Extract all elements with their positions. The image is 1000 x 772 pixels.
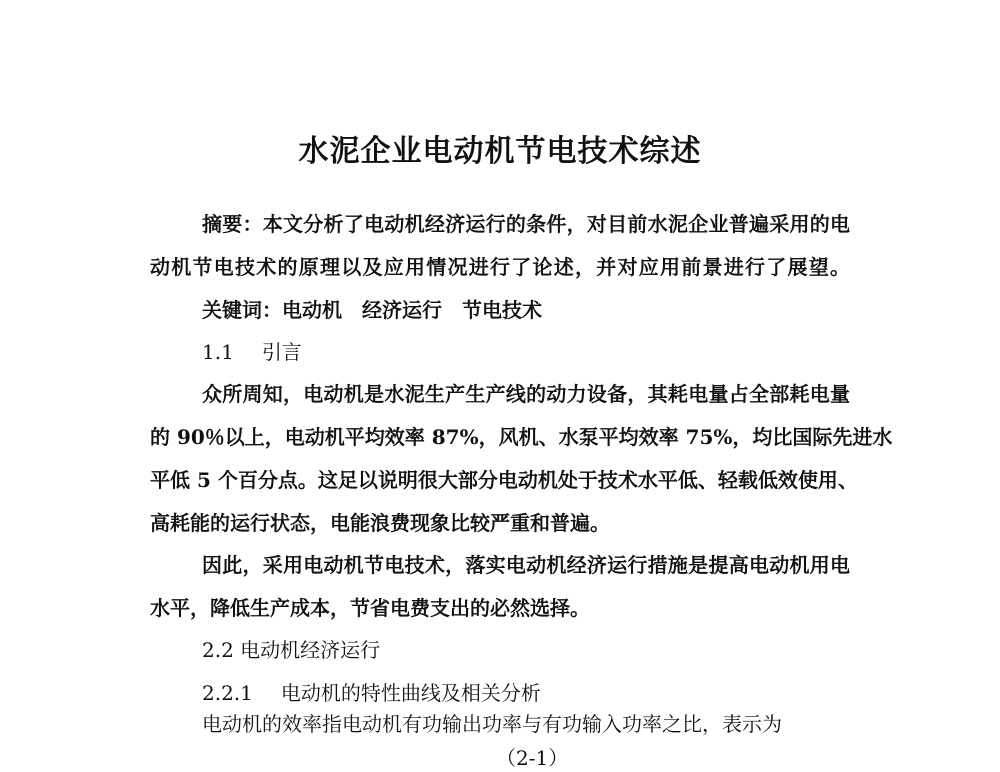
keyword-item: 节电技术	[462, 298, 542, 322]
section-heading-2-2: 2.2 电动机经济运行	[202, 638, 381, 662]
section-title: 电动机的特性曲线及相关分析	[280, 681, 541, 705]
document-title: 水泥企业电动机节电技术综述	[298, 134, 702, 169]
section-heading-1-1	[202, 338, 302, 366]
paragraph-2-line-2: 水平，降低生产成本，节省电费支出的必然选择。	[150, 596, 590, 620]
section-number: 2.2.1	[202, 681, 253, 705]
formula-label: （2-1）	[496, 746, 569, 770]
paragraph-2-line-1: 因此，采用电动机节电技术，落实电动机经济运行措施是提高电动机用电	[202, 553, 850, 577]
abstract-line-2: 动机节电技术的原理以及应用情况进行了论述，并对应用前景进行了展望。	[150, 255, 850, 279]
keyword-item: 电动机	[282, 298, 342, 322]
section-heading-2-2-1	[202, 679, 541, 707]
section-title: 引言	[261, 340, 302, 364]
paragraph-1-line-2: 的 90％以上，电动机平均效率 87%，风机、水泵平均效率 75%，均比国际先进水	[150, 425, 893, 449]
paragraph-1-line-3: 平低 5 个百分点。这足以说明很大部分电动机处于技术水平低、轻载低效使用、	[150, 468, 858, 492]
paragraph-1-line-4: 高耗能的运行状态，电能浪费现象比较严重和普遍。	[150, 511, 610, 535]
keyword-item: 经济运行	[362, 298, 442, 322]
keywords-label: 关键词：	[202, 298, 282, 322]
keywords-line	[202, 296, 542, 324]
paragraph-3-line-1: 电动机的效率指电动机有功输出功率与有功输入功率之比，表示为	[202, 712, 782, 736]
paragraph-1-line-1: 众所周知，电动机是水泥生产生产线的动力设备，其耗电量占全部耗电量	[202, 382, 850, 406]
abstract-line-1: 摘要：本文分析了电动机经济运行的条件，对目前水泥企业普遍采用的电	[202, 212, 850, 236]
section-number: 1.1	[202, 340, 234, 364]
